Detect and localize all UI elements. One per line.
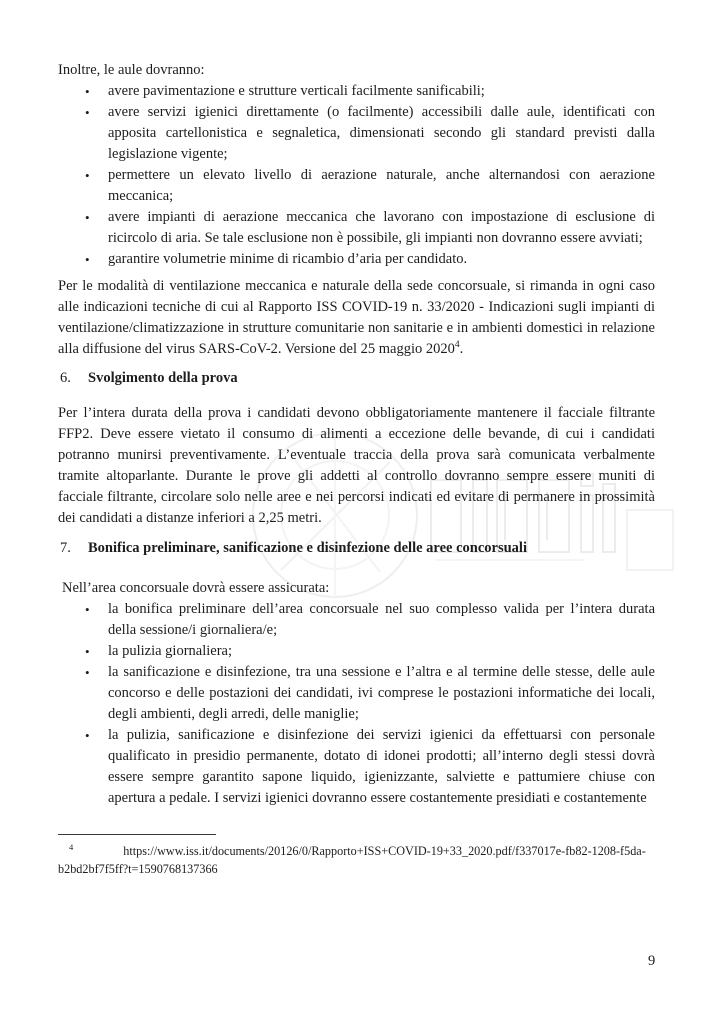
list-item-text: la sanificazione e disinfezione, tra una sessione e l’altra e al termine delle stesse, delle aule concorso e delle postazioni dei candidati, ivi comprese le postazioni informatiche dei locali, degli ambienti, degli arredi, delle maniglie;	[108, 664, 655, 722]
list-item	[58, 207, 655, 249]
bullet-icon: •	[85, 644, 90, 659]
list-item-text: avere impianti di aerazione meccanica che lavorano con impostazione di esclusione di ricircolo di aria. Se tale esclusione non è possibile, gli impianti non dovranno essere avviati;	[108, 209, 655, 246]
footnote-reference: 4	[454, 340, 460, 351]
list-item	[58, 81, 655, 102]
section-title: Bonifica preliminare, sanificazione e disinfezione delle aree concorsuali	[88, 540, 527, 556]
intro-bullet-list	[58, 81, 655, 270]
list-item	[58, 599, 655, 641]
section-7-lead: Nell’area concorsuale dovrà essere assicurata:	[62, 580, 330, 596]
section-number: 7.	[60, 540, 71, 556]
footnote-url: https://www.iss.it/documents/20126/0/Rapporto+ISS+COVID-19+33_2020.pdf/f337017e-fb82-1208-f5da-	[123, 844, 646, 858]
ventilation-paragraph	[58, 276, 655, 360]
list-item-text: avere servizi igienici direttamente (o facilmente) accessibili dalle aule, identificati con apposita cartellonistica e segnaletica, dimensionati secondo gli standard previsti dalla legislazione vigente;	[108, 104, 655, 162]
list-item	[58, 662, 655, 725]
footnote-marker: 4	[69, 841, 74, 852]
section-6-heading	[58, 368, 655, 389]
bullet-icon: •	[85, 210, 90, 225]
intro-lead: Inoltre, le aule dovranno:	[58, 62, 205, 78]
list-item	[58, 641, 655, 662]
bullet-icon: •	[85, 168, 90, 183]
section-number: 6.	[60, 370, 71, 386]
document-body	[58, 60, 655, 809]
list-item-text: permettere un elevato livello di aerazione naturale, anche alternandosi con aerazione meccanica;	[108, 167, 655, 204]
bullet-icon: •	[85, 665, 90, 680]
bullet-icon: •	[85, 728, 90, 743]
bullet-icon: •	[85, 84, 90, 99]
bullet-icon: •	[85, 105, 90, 120]
paragraph-text: Per le modalità di ventilazione meccanica e naturale della sede concorsuale, si rimanda in ogni caso alle indicazioni tecniche di cui al Rapporto ISS COVID-19 n. 33/2020 - Indicazioni sugli impianti di ventilazione/climatizzazione in strutture comunitarie non sanitarie e in ambienti domestici in relazione alla diffusione del virus SARS-CoV-2. Versione del 25 maggio 2020	[58, 278, 655, 357]
section-6-paragraph: Per l’intera durata della prova i candidati devono obbligatoriamente mantenere il facciale filtrante FFP2. Deve essere vietato il consumo di alimenti a eccezione delle bevande, di cui i candidati potranno munirsi preventivamente. L’eventuale traccia della prova sarà comunicata verbalmente tramite altoparlante. Durante le prove gli addetti al controllo dovranno sempre essere muniti di facciale filtrante, circolare solo nelle aree e nei percorsi indicati ed evitare di permanere in prossimità dei candidati a distanze inferiori a 2,25 metri.	[58, 405, 655, 526]
footnote-separator	[58, 834, 216, 835]
footnote-line	[58, 842, 655, 860]
list-item	[58, 102, 655, 165]
page-number: 9	[648, 953, 656, 969]
list-item	[58, 165, 655, 207]
paragraph-text-after: .	[459, 341, 464, 357]
section-title: Svolgimento della prova	[88, 370, 238, 386]
list-item-text: la pulizia, sanificazione e disinfezione dei servizi igienici da effettuarsi con personale qualificato in presidio permanente, dotato di idonei prodotti; all’interno degli stessi dovrà essere sempre garantito sapone liquido, igienizzante, salviette e pattumiere chiuse con apertura a pedale. I servizi igienici dovranno essere costantemente presidiati e costantemente	[108, 727, 655, 806]
list-item	[58, 725, 655, 809]
footnote-url-continued: b2bd2bf7f5ff?t=1590768137366	[58, 862, 218, 876]
list-item-text: la pulizia giornaliera;	[108, 643, 233, 659]
list-item	[58, 249, 655, 270]
footnote	[58, 834, 655, 878]
section-7-bullet-list	[58, 599, 655, 809]
bullet-icon: •	[85, 252, 90, 267]
list-item-text: garantire volumetrie minime di ricambio d’aria per candidato.	[108, 251, 468, 267]
list-item-text: avere pavimentazione e strutture verticali facilmente sanificabili;	[108, 83, 485, 99]
list-item-text: la bonifica preliminare dell’area concorsuale nel suo complesso valida per l’intera durata della sessione/i giornaliera/e;	[108, 601, 655, 638]
bullet-icon: •	[85, 602, 90, 617]
section-7-heading	[58, 538, 655, 559]
